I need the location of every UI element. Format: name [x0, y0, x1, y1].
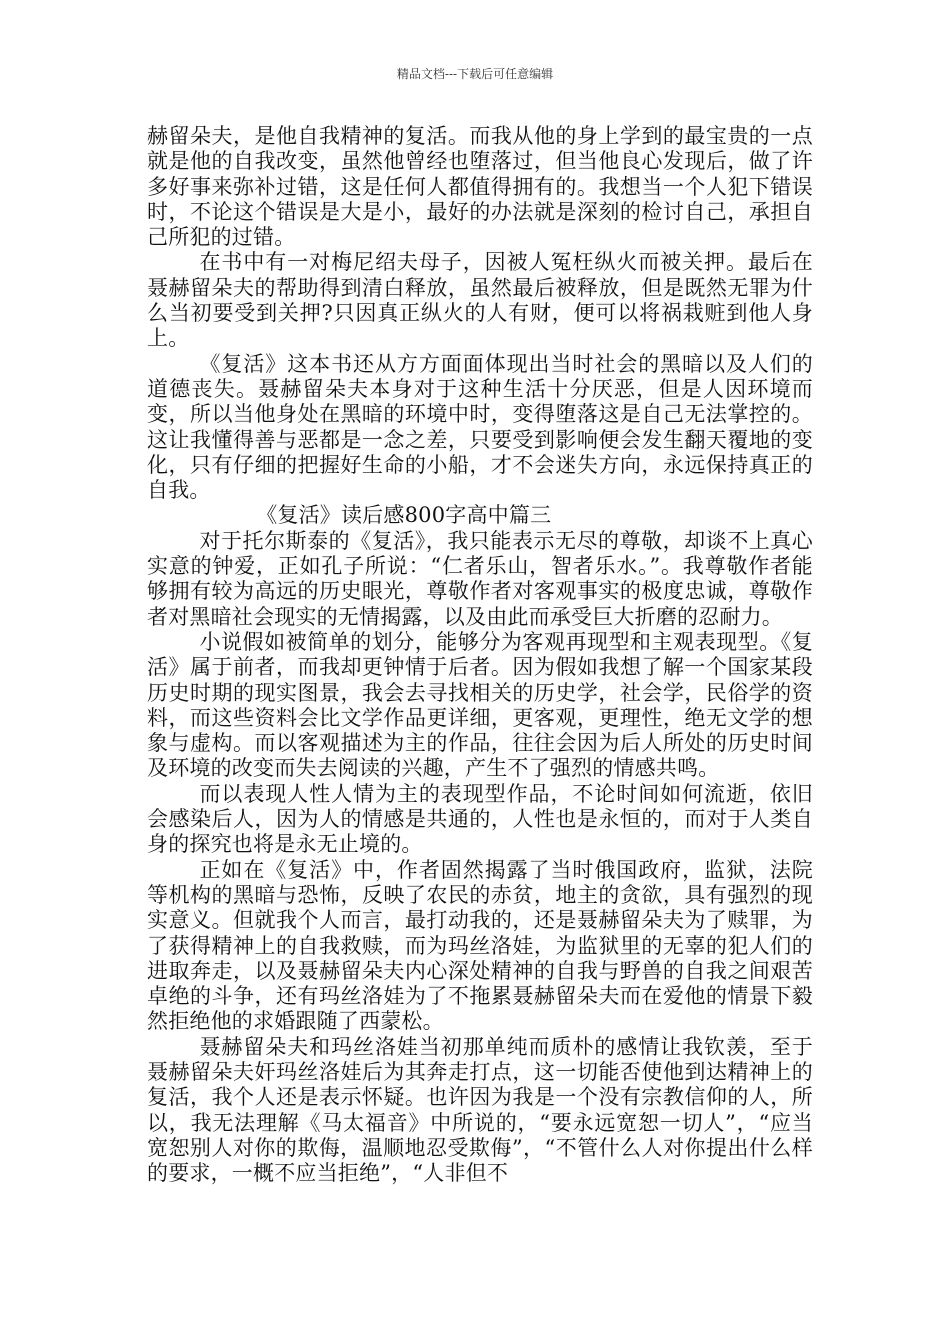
- document-body: [147, 124, 813, 1186]
- paragraph: 对于托尔斯泰的《复活》，我只能表示无尽的尊敬，却谈不上真心实意的钟爱，正如孔子所说：“仁者乐山，智者乐水。”。我尊敬作者能够拥有较为高远的历史眼光，尊敬作者对客观事实的极度忠诚，尊敬作者对黑暗社会现实的无情揭露，以及由此而承受巨大折磨的忍耐力。: [147, 528, 813, 629]
- paragraph: 赫留朵夫，是他自我精神的复活。而我从他的身上学到的最宝贵的一点就是他的自我改变，虽然他曾经也堕落过，但当他良心发现后，做了许多好事来弥补过错，这是任何人都值得拥有的。我想当一个人犯下错误时，不论这个错误是大是小，最好的办法就是深刻的检讨自己，承担自己所犯的过错。: [147, 124, 813, 250]
- paragraph: 《复活》这本书还从方方面面体现出当时社会的黑暗以及人们的道德丧失。聂赫留朵夫本身对于这种生活十分厌恶，但是人因环境而变，所以当他身处在黑暗的环境中时，变得堕落这是自己无法掌控的。这让我懂得善与恶都是一念之差，只要受到影响便会发生翻天覆地的变化，只有仔细的把握好生命的小船，才不会迷失方向，永远保持真正的自我。: [147, 351, 813, 503]
- paragraph: 聂赫留朵夫和玛丝洛娃当初那单纯而质朴的感情让我钦羡，至于聂赫留朵夫奸玛丝洛娃后为其奔走打点，这一切能否使他到达精神上的复活，我个人还是表示怀疑。也许因为我是一个没有宗教信仰的人，所以，我无法理解《马太福音》中所说的，“要永远宽恕一切人”，“应当宽恕别人对你的欺侮，温顺地忍受欺侮”，“不管什么人对你提出什么样的要求，一概不应当拒绝”，“人非但不: [147, 1034, 813, 1186]
- page-header: 精品文档---下载后可任意编辑: [396, 67, 554, 81]
- paragraph: 正如在《复活》中，作者固然揭露了当时俄国政府，监狱，法院等机构的黑暗与恐怖，反映了农民的赤贫，地主的贪欲，具有强烈的现实意义。但就我个人而言，最打动我的，还是聂赫留朵夫为了赎罪，为了获得精神上的自我救赎，而为玛丝洛娃，为监狱里的无辜的犯人们的进取奔走，以及聂赫留朵夫内心深处精神的自我与野兽的自我之间艰苦卓绝的斗争，还有玛丝洛娃为了不拖累聂赫留朵夫而在爱他的情景下毅然拒绝他的求婚跟随了西蒙松。: [147, 857, 813, 1034]
- paragraph: 在书中有一对梅尼绍夫母子，因被人冤枉纵火而被关押。最后在聂赫留朵夫的帮助得到清白释放，虽然最后被释放，但是既然无罪为什么当初要受到关押?只因真正纵火的人有财，便可以将祸栽赃到他人身上。: [147, 250, 813, 351]
- paragraph: 小说假如被简单的划分，能够分为客观再现型和主观表现型。《复活》属于前者，而我却更钟情于后者。因为假如我想了解一个国家某段历史时期的现实图景，我会去寻找相关的历史学，社会学，民俗学的资料，而这些资料会比文学作品更详细，更客观，更理性，绝无文学的想象与虚构。而以客观描述为主的作品，往往会因为后人所处的历史时间及环境的改变而失去阅读的兴趣，产生不了强烈的情感共鸣。: [147, 629, 813, 781]
- paragraph: 而以表现人性人情为主的表现型作品，不论时间如何流逝，依旧会感染后人，因为人的情感是共通的，人性也是永恒的，而对于人类自身的探究也将是永无止境的。: [147, 781, 813, 857]
- section-heading: 《复活》读后感800字高中篇三: [256, 503, 552, 528]
